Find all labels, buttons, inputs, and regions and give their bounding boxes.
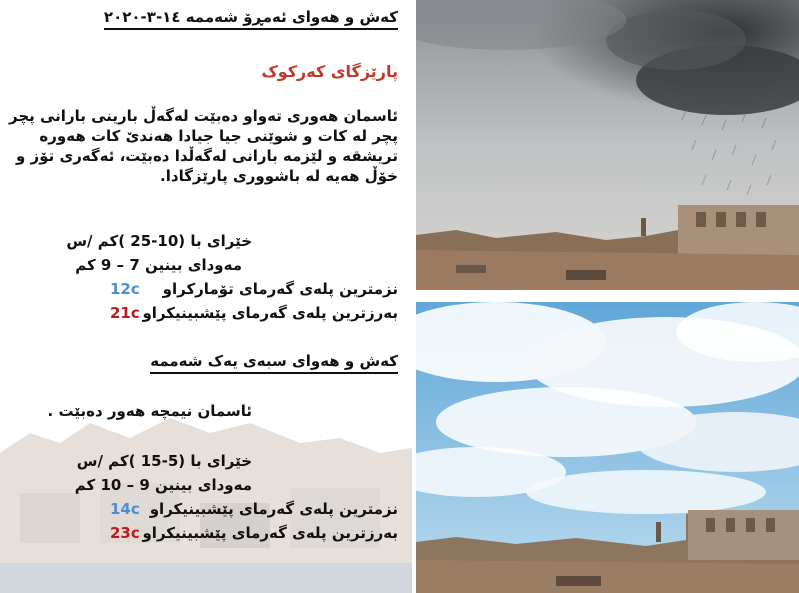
today-max-value: 21c xyxy=(110,304,140,322)
tomorrow-weather-image xyxy=(416,302,799,593)
today-weather-image xyxy=(416,0,799,290)
tomorrow-min-label: نزمترین پلەی گەرمای پێشبینیکراو xyxy=(149,500,398,518)
tomorrow-max-label: بەرزترین پلەی گەرمای پێشبینیکراو xyxy=(142,524,398,542)
today-title: کەش و هەوای ئەمڕۆ شەممە ١٤-٣-٢٠٢٠ xyxy=(104,8,398,30)
today-description: ئاسمان هەوری تەواو دەبێت لەگەڵ بارینی بارانی پچر پچر لە کات و شوێنی جیا جیادا هەندێ کات هەورە تریشقە و لێزمە بارانی لەگەڵدا دەبێت، ئەگەری تۆز و خۆڵ هەیە لە باشووری پارێزگادا. xyxy=(9,107,398,185)
today-max-label: بەرزترین پلەی گەرمای پێشبینیکراو xyxy=(142,304,398,322)
today-min-label: نزمترین پلەی گەرمای تۆمارکراو xyxy=(162,280,398,298)
tomorrow-min-value: 14c xyxy=(110,500,140,518)
tomorrow-max-value: 23c xyxy=(110,524,140,542)
tomorrow-description: ئاسمان نیمچە هەور دەبێت . xyxy=(47,402,252,420)
today-min-value: 12c xyxy=(110,280,140,298)
tomorrow-title: کەش و هەوای سبەی یەک شەممە xyxy=(150,352,398,374)
province-title: پارێزگای کەرکوک xyxy=(261,62,398,81)
today-wind: خێرای با (10-25 )کم /س xyxy=(66,232,252,250)
today-visibility: مەودای بینین 7 – 9 کم xyxy=(75,256,242,274)
tomorrow-visibility: مەودای بینین 9 – 10 کم xyxy=(74,476,252,494)
tomorrow-wind: خێرای با (5-15 )کم /س xyxy=(76,452,252,470)
